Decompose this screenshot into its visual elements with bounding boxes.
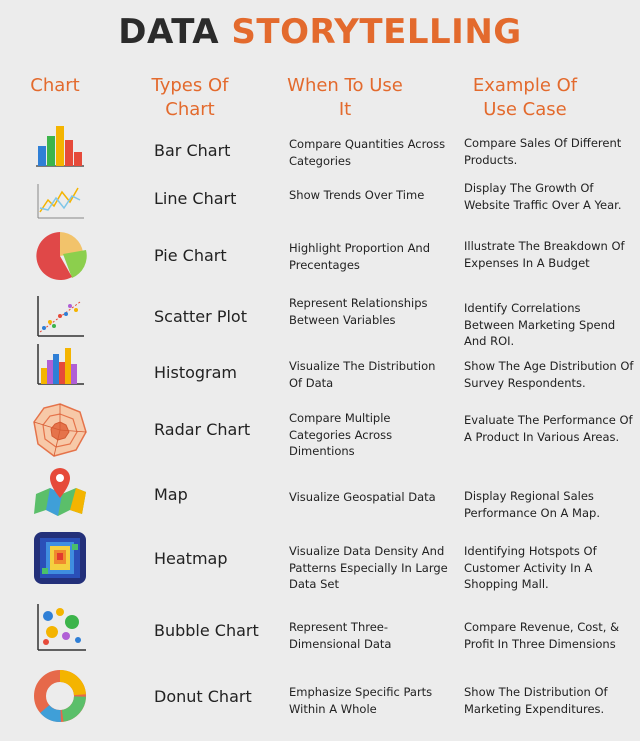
table-row bbox=[0, 400, 640, 462]
table-row bbox=[0, 464, 640, 524]
bubble-chart-icon bbox=[32, 600, 88, 656]
when-text: Compare Multiple Categories Across Dimentions bbox=[289, 411, 393, 458]
header-when: When To Use It bbox=[287, 75, 403, 120]
table-row bbox=[0, 344, 640, 394]
table-row bbox=[0, 666, 640, 728]
table-row bbox=[0, 122, 640, 172]
table-row bbox=[0, 600, 640, 658]
example-text: Display The Growth Of Website Traffic Over A Year. bbox=[464, 181, 622, 212]
chart-name: Scatter Plot bbox=[154, 307, 247, 326]
when-text: Represent Three-Dimensional Data bbox=[289, 620, 392, 651]
bar-chart-icon bbox=[32, 122, 88, 178]
radar-chart-icon bbox=[32, 402, 88, 458]
when-text: Visualize The Distribution Of Data bbox=[289, 359, 436, 390]
when-text: Highlight Proportion And Precentages bbox=[289, 241, 431, 272]
example-text: Compare Sales Of Different Products. bbox=[464, 136, 622, 167]
title-part-1: DATA bbox=[118, 12, 220, 52]
chart-name: Heatmap bbox=[154, 549, 228, 568]
when-text: Visualize Geospatial Data bbox=[289, 490, 436, 504]
header-types: Types Of Chart bbox=[151, 75, 229, 120]
title-part-2: STORYTELLING bbox=[231, 12, 522, 52]
chart-name: Donut Chart bbox=[154, 687, 252, 706]
table-row bbox=[0, 174, 640, 224]
donut-chart-icon bbox=[32, 668, 88, 724]
heatmap-icon bbox=[32, 530, 88, 586]
table-row bbox=[0, 290, 640, 348]
when-text: Visualize Data Density And Patterns Especially In Large Data Set bbox=[289, 544, 448, 591]
chart-name: Histogram bbox=[154, 363, 237, 382]
example-text: Show The Age Distribution Of Survey Respondents. bbox=[464, 359, 634, 390]
table-row bbox=[0, 526, 640, 590]
chart-name: Radar Chart bbox=[154, 420, 251, 439]
when-text: Compare Quantities Across Categories bbox=[289, 137, 446, 168]
example-text: Compare Revenue, Cost, & Profit In Three Dimensions bbox=[464, 620, 620, 651]
example-text: Illustrate The Breakdown Of Expenses In A Budget bbox=[464, 239, 625, 270]
when-text: Emphasize Specific Parts Within A Whole bbox=[289, 685, 433, 716]
chart-name: Bubble Chart bbox=[154, 621, 259, 640]
example-text: Display Regional Sales Performance On A Map. bbox=[464, 489, 600, 520]
header-example: Example Of Use Case bbox=[472, 75, 578, 120]
histogram-icon bbox=[32, 340, 88, 396]
example-text: Show The Distribution Of Marketing Expenditures. bbox=[464, 685, 608, 716]
pie-chart-icon bbox=[32, 228, 88, 284]
map-icon bbox=[32, 464, 88, 520]
line-chart-icon bbox=[32, 178, 88, 234]
example-text: Evaluate The Performance Of A Product In Various Areas. bbox=[464, 413, 633, 444]
chart-name: Line Chart bbox=[154, 189, 237, 208]
when-text: Represent Relationships Between Variables bbox=[289, 296, 428, 327]
chart-name: Pie Chart bbox=[154, 246, 227, 265]
chart-name: Bar Chart bbox=[154, 141, 231, 160]
header-chart: Chart bbox=[30, 75, 80, 96]
table-row bbox=[0, 228, 640, 284]
example-text: Identify Correlations Between Marketing Spend And ROI. bbox=[464, 301, 616, 348]
when-text: Show Trends Over Time bbox=[289, 188, 425, 202]
page-title bbox=[0, 12, 640, 52]
chart-name: Map bbox=[154, 485, 188, 504]
example-text: Identifying Hotspots Of Customer Activity In A Shopping Mall. bbox=[464, 544, 597, 591]
